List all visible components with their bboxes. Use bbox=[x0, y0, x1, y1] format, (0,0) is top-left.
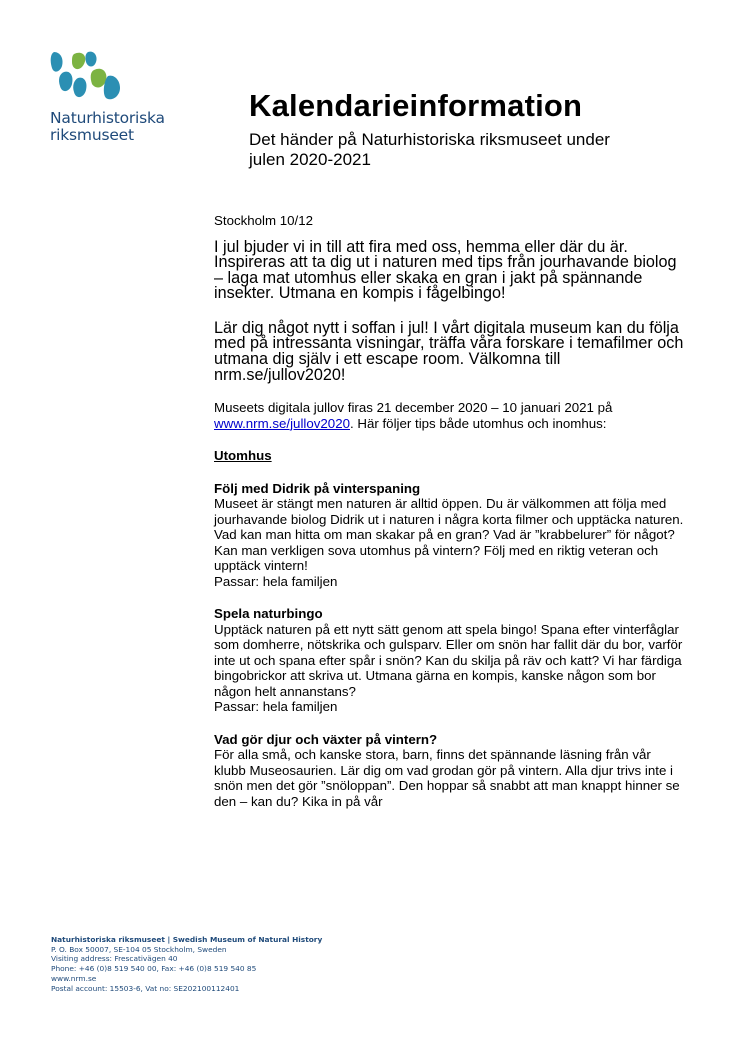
page-header bbox=[249, 88, 699, 170]
footer-web: www.nrm.se bbox=[51, 973, 97, 983]
list-item bbox=[214, 481, 684, 590]
footer-phone: Phone: +46 (0)8 519 540 00, Fax: +46 (0)8 519 540 85 bbox=[51, 964, 257, 974]
list-item bbox=[214, 606, 684, 715]
footer-postal: Postal account: 15503-6, Vat no: SE202100112401 bbox=[51, 983, 240, 993]
intro-paragraph-1: I jul bjuder vi in till att fira med oss, hemma eller där du är. Inspireras att ta dig ut i naturen med tips från jourhavande biolog – laga mat utomhus eller skaka en gran i jakt på spännande insekter. Utmana en kompis i fågelbingo! bbox=[214, 237, 677, 303]
section-heading-utomhus: Utomhus bbox=[214, 448, 272, 464]
museum-logo-mark bbox=[50, 50, 122, 104]
museum-logo bbox=[50, 50, 165, 144]
footer-visiting: Visiting address: Frescativägen 40 bbox=[51, 954, 178, 964]
logo-name-line1: Naturhistoriska bbox=[50, 109, 165, 127]
item-title: Följ med Didrik på vinterspaning bbox=[214, 480, 421, 496]
item-title: Vad gör djur och växter på vintern? bbox=[214, 731, 438, 747]
item-audience: Passar: hela familjen bbox=[214, 573, 338, 589]
item-body: Museet är stängt men naturen är alltid öppen. Du är välkommen att följa med jourhavande biolog Didrik ut i naturen i några korta filmer och upptäcka naturen. Vad kan man hitta om man skakar på en gran? Vad är ”krabbelurer” för något? Kan man verkligen sova utomhus på vintern? Följ med en riktig veteran och upptäck vintern! bbox=[214, 496, 684, 574]
item-body: För alla små, och kanske stora, barn, finns det spännande läsning från vår klubb Museosaurien. Lär dig om vad grodan gör på vintern. Alla djur trivs inte i snön men det gör ”snöloppan”. Den hoppar så snabbt att man knappt hinner se den – kan du? Kika in på vår bbox=[214, 747, 680, 809]
dates-text-end: . Här följer tips både utomhus och inomhus: bbox=[349, 415, 607, 431]
item-audience: Passar: hela familjen bbox=[214, 699, 338, 715]
intro-paragraph-2: Lär dig något nytt i soffan i jul! I vårt digitala museum kan du följa med på intressanta visningar, träffa våra forskare i temafilmer och utmana dig själv i ett escape room. Välkomna till nrm.se/jullov2020! bbox=[214, 318, 684, 384]
footer-org: Naturhistoriska riksmuseet | Swedish Museum of Natural History bbox=[51, 935, 323, 944]
main-content bbox=[214, 213, 684, 809]
dates-text: Museets digitala jullov firas 21 december 2020 – 10 januari 2021 på bbox=[214, 400, 613, 416]
dates-paragraph bbox=[214, 400, 684, 431]
footer-address: P. O. Box 50007, SE-104 05 Stockholm, Sweden bbox=[51, 944, 227, 954]
jullov-link[interactable]: www.nrm.se/jullov2020 bbox=[214, 415, 350, 431]
list-item bbox=[214, 732, 684, 810]
page-subtitle: Det händer på Naturhistoriska riksmuseet under julen 2020-2021 bbox=[249, 130, 610, 169]
item-title: Spela naturbingo bbox=[214, 606, 323, 622]
logo-name-line2: riksmuseet bbox=[50, 126, 134, 144]
page-footer bbox=[51, 935, 371, 993]
dateline: Stockholm 10/12 bbox=[214, 213, 314, 228]
item-body: Upptäck naturen på ett nytt sätt genom att spela bingo! Spana efter vinterfåglar som domherre, nötskrika och gulsparv. Eller om snön har fallit där du bor, varför inte ut och spana efter spår i snön? Kan du skilja på räv och katt? Vi har färdiga bingobrickor att skriva ut. Utmana gärna en kompis, kanske någon som bor någon helt annanstans? bbox=[214, 621, 683, 699]
page-title: Kalendarieinformation bbox=[249, 88, 583, 123]
